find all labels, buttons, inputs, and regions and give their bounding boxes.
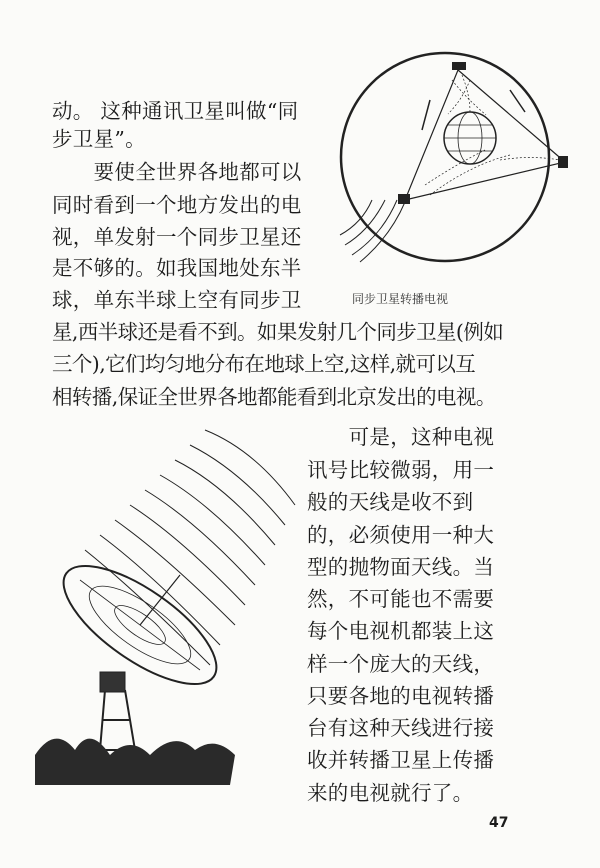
text-line: 视，单发射一个同步卫星还 [52, 225, 302, 249]
page-number: 47 [489, 815, 509, 831]
text-line: 只要各地的电视转播 [307, 684, 495, 708]
text-line: 讯号比较微弱，用一 [307, 458, 495, 482]
text-line: 星,西半球还是看不到。如果发射几个同步卫星(例如 [52, 320, 504, 344]
text-line: 动。 这种通讯卫星叫做“同 [52, 99, 299, 123]
text-line: 是不够的。如我国地处东半 [52, 256, 302, 280]
text-line: 收并转播卫星上传播 [307, 748, 495, 772]
text-line: 每个电视机都装上这 [307, 619, 495, 643]
figure-caption: 同步卫星转播电视 [352, 292, 449, 306]
text-line: 三个),它们均匀地分布在地球上空,这样,就可以互 [52, 352, 476, 376]
text-line: 要使全世界各地都可以 [52, 160, 302, 184]
text-line: 步卫星”。 [52, 127, 146, 151]
text-line: 然，不可能也不需要 [307, 587, 495, 611]
text-line: 台有这种天线进行接 [307, 716, 495, 740]
text-line: 的，必须使用一种大 [307, 523, 495, 547]
text-line: 来的电视就行了。 [307, 781, 474, 805]
text-line: 型的抛物面天线。当 [307, 555, 495, 579]
text-line: 球，单东半球上空有同步卫 [52, 288, 302, 312]
text-line: 可是，这种电视 [307, 425, 495, 449]
text-line: 相转播,保证全世界各地都能看到北京发出的电视。 [52, 385, 496, 409]
text-line: 样一个庞大的天线， [307, 652, 495, 676]
text-line: 同时看到一个地方发出的电 [52, 193, 302, 217]
text-line: 般的天线是收不到 [307, 490, 474, 514]
